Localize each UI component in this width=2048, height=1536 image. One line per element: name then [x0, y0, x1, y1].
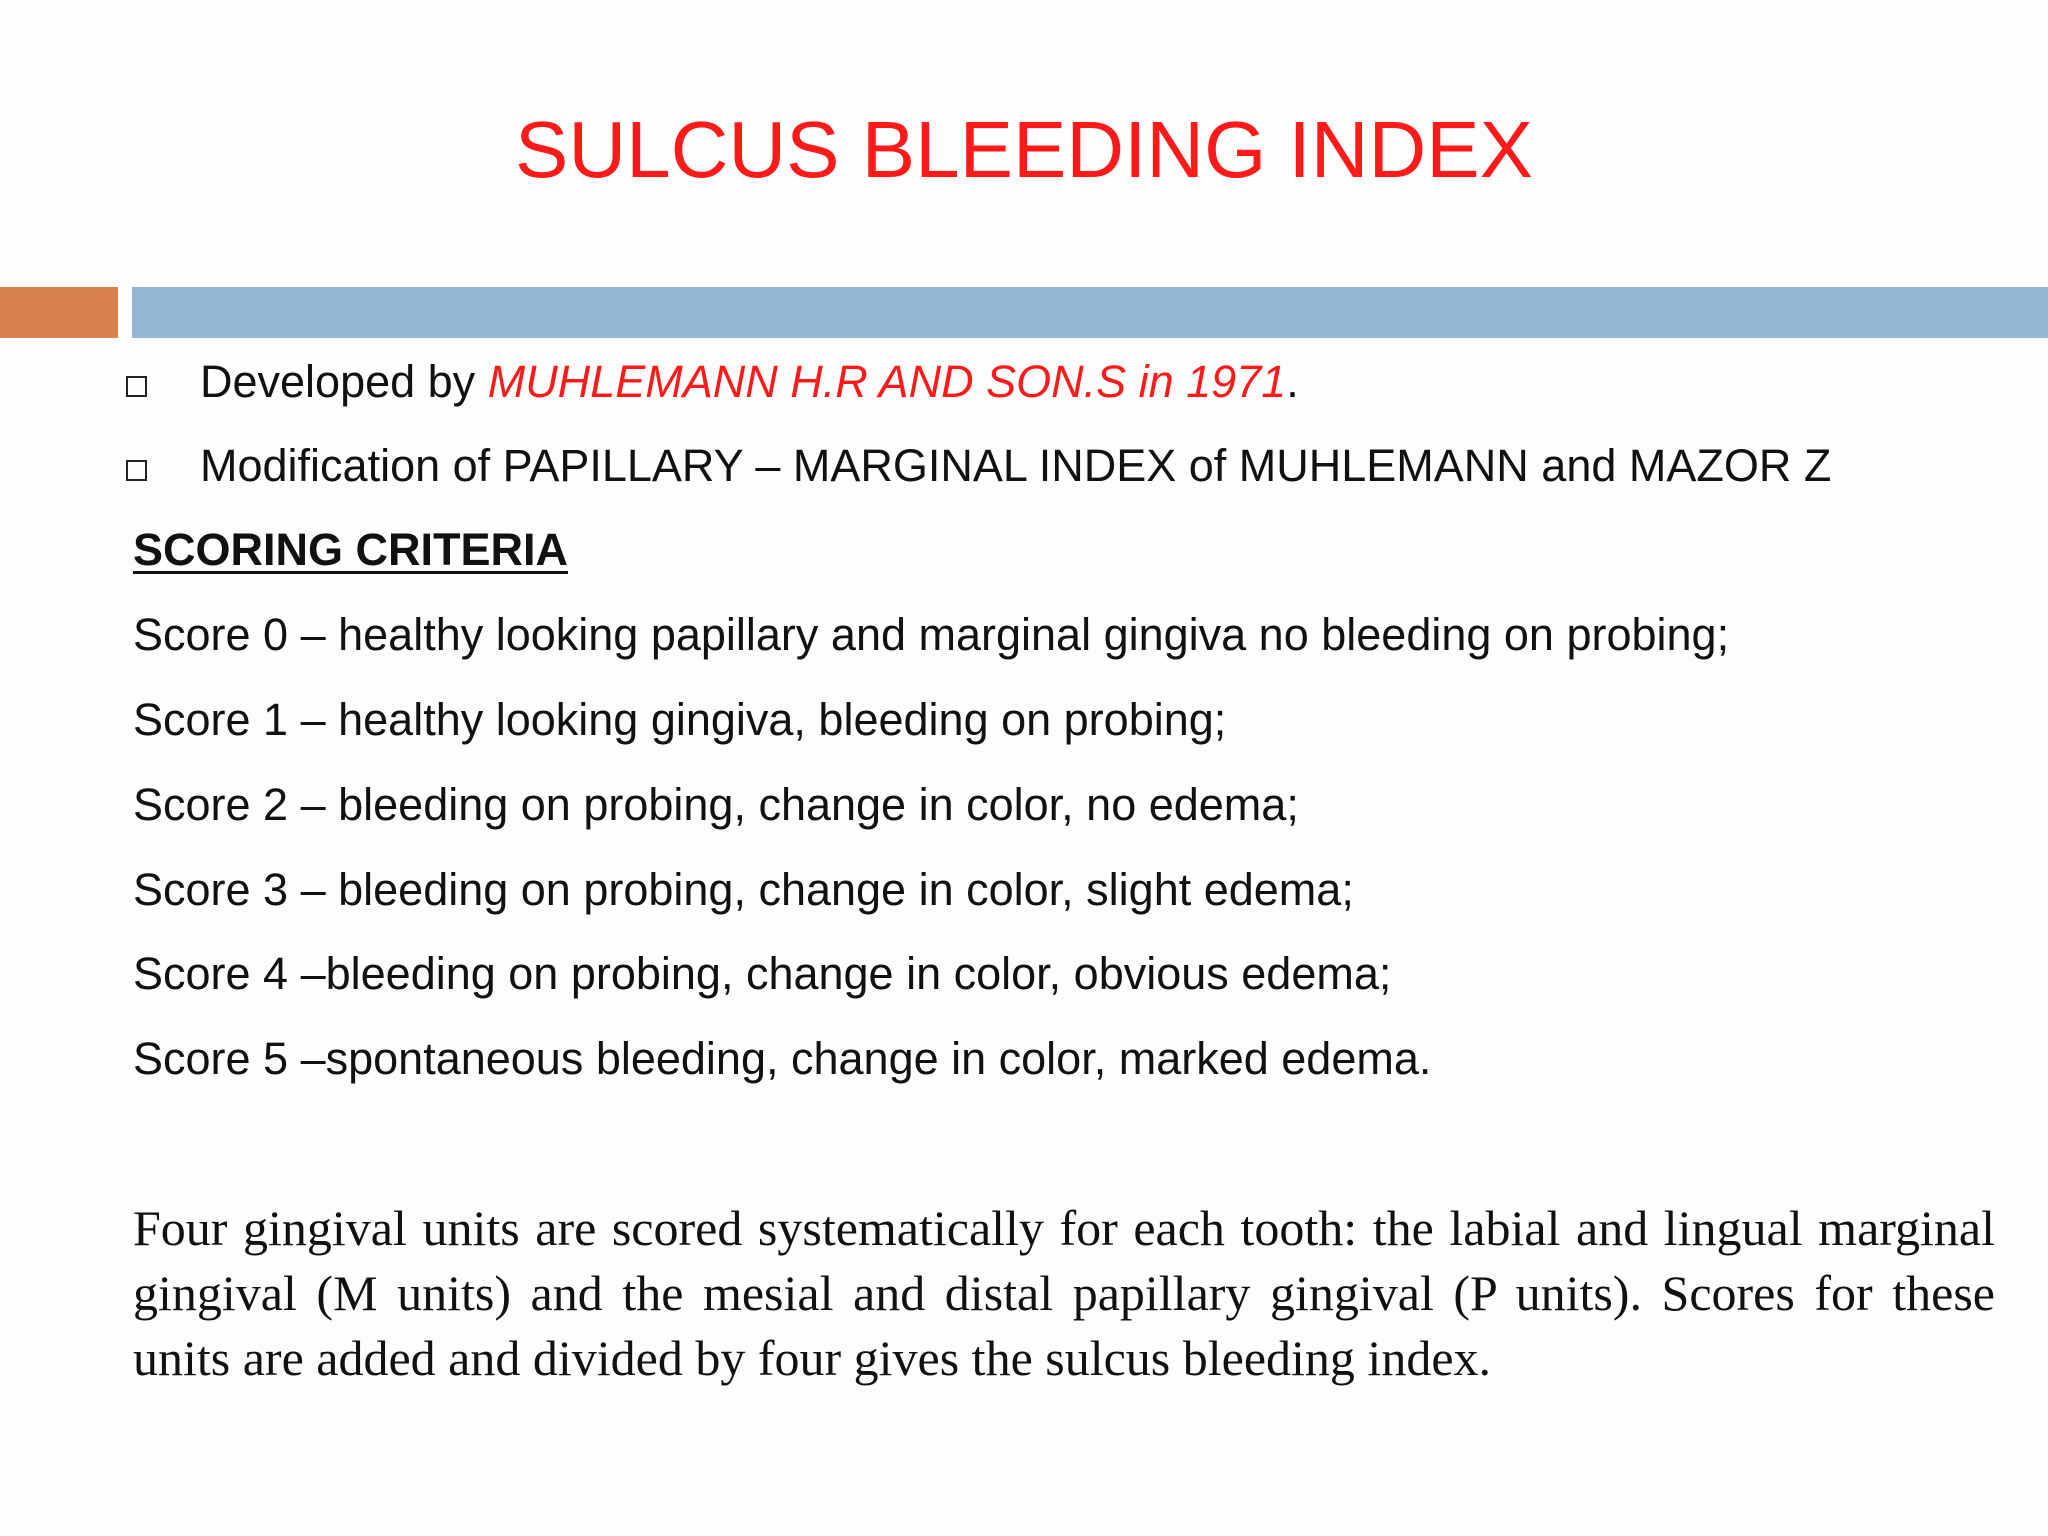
score-item: Score 5 –spontaneous bleeding, change in color, marked edema.	[133, 1033, 1432, 1084]
score-item: Score 0 – healthy looking papillary and marginal gingiva no bleeding on probing;	[133, 609, 1730, 660]
score-item: Score 4 –bleeding on probing, change in color, obvious edema;	[133, 948, 1392, 999]
score-item: Score 1 – healthy looking gingiva, bleeding on probing;	[133, 694, 1227, 745]
bullet-text	[200, 356, 1299, 408]
bullet-prefix: Developed by	[200, 356, 488, 407]
bullet-text: Modification of PAPILLARY – MARGINAL INDEX of MUHLEMANN and MAZOR Z	[200, 440, 1832, 491]
scoring-criteria-heading: SCORING CRITERIA	[133, 524, 569, 575]
bullet-modification	[126, 436, 1831, 496]
slide-title: SULCUS BLEEDING INDEX	[514, 105, 1534, 194]
bullet-developed-by	[126, 352, 1299, 412]
bullet-suffix: .	[1286, 356, 1299, 407]
square-bullet-icon	[126, 376, 147, 397]
accent-bar-orange	[0, 287, 118, 338]
square-bullet-icon	[126, 460, 147, 481]
description-paragraph: Four gingival units are scored systematically for each tooth: the labial and lingual marginal gingival (M units) and the mesial and distal papillary gingival (P units). Scores for these units are added and divided by four gives the sulcus bleeding index.	[133, 1200, 1995, 1386]
accent-bar-blue	[132, 287, 2048, 338]
score-item: Score 3 – bleeding on probing, change in color, slight edema;	[133, 864, 1354, 915]
score-item: Score 2 – bleeding on probing, change in color, no edema;	[133, 779, 1299, 830]
author-highlight: MUHLEMANN H.R AND SON.S in 1971	[487, 356, 1287, 407]
